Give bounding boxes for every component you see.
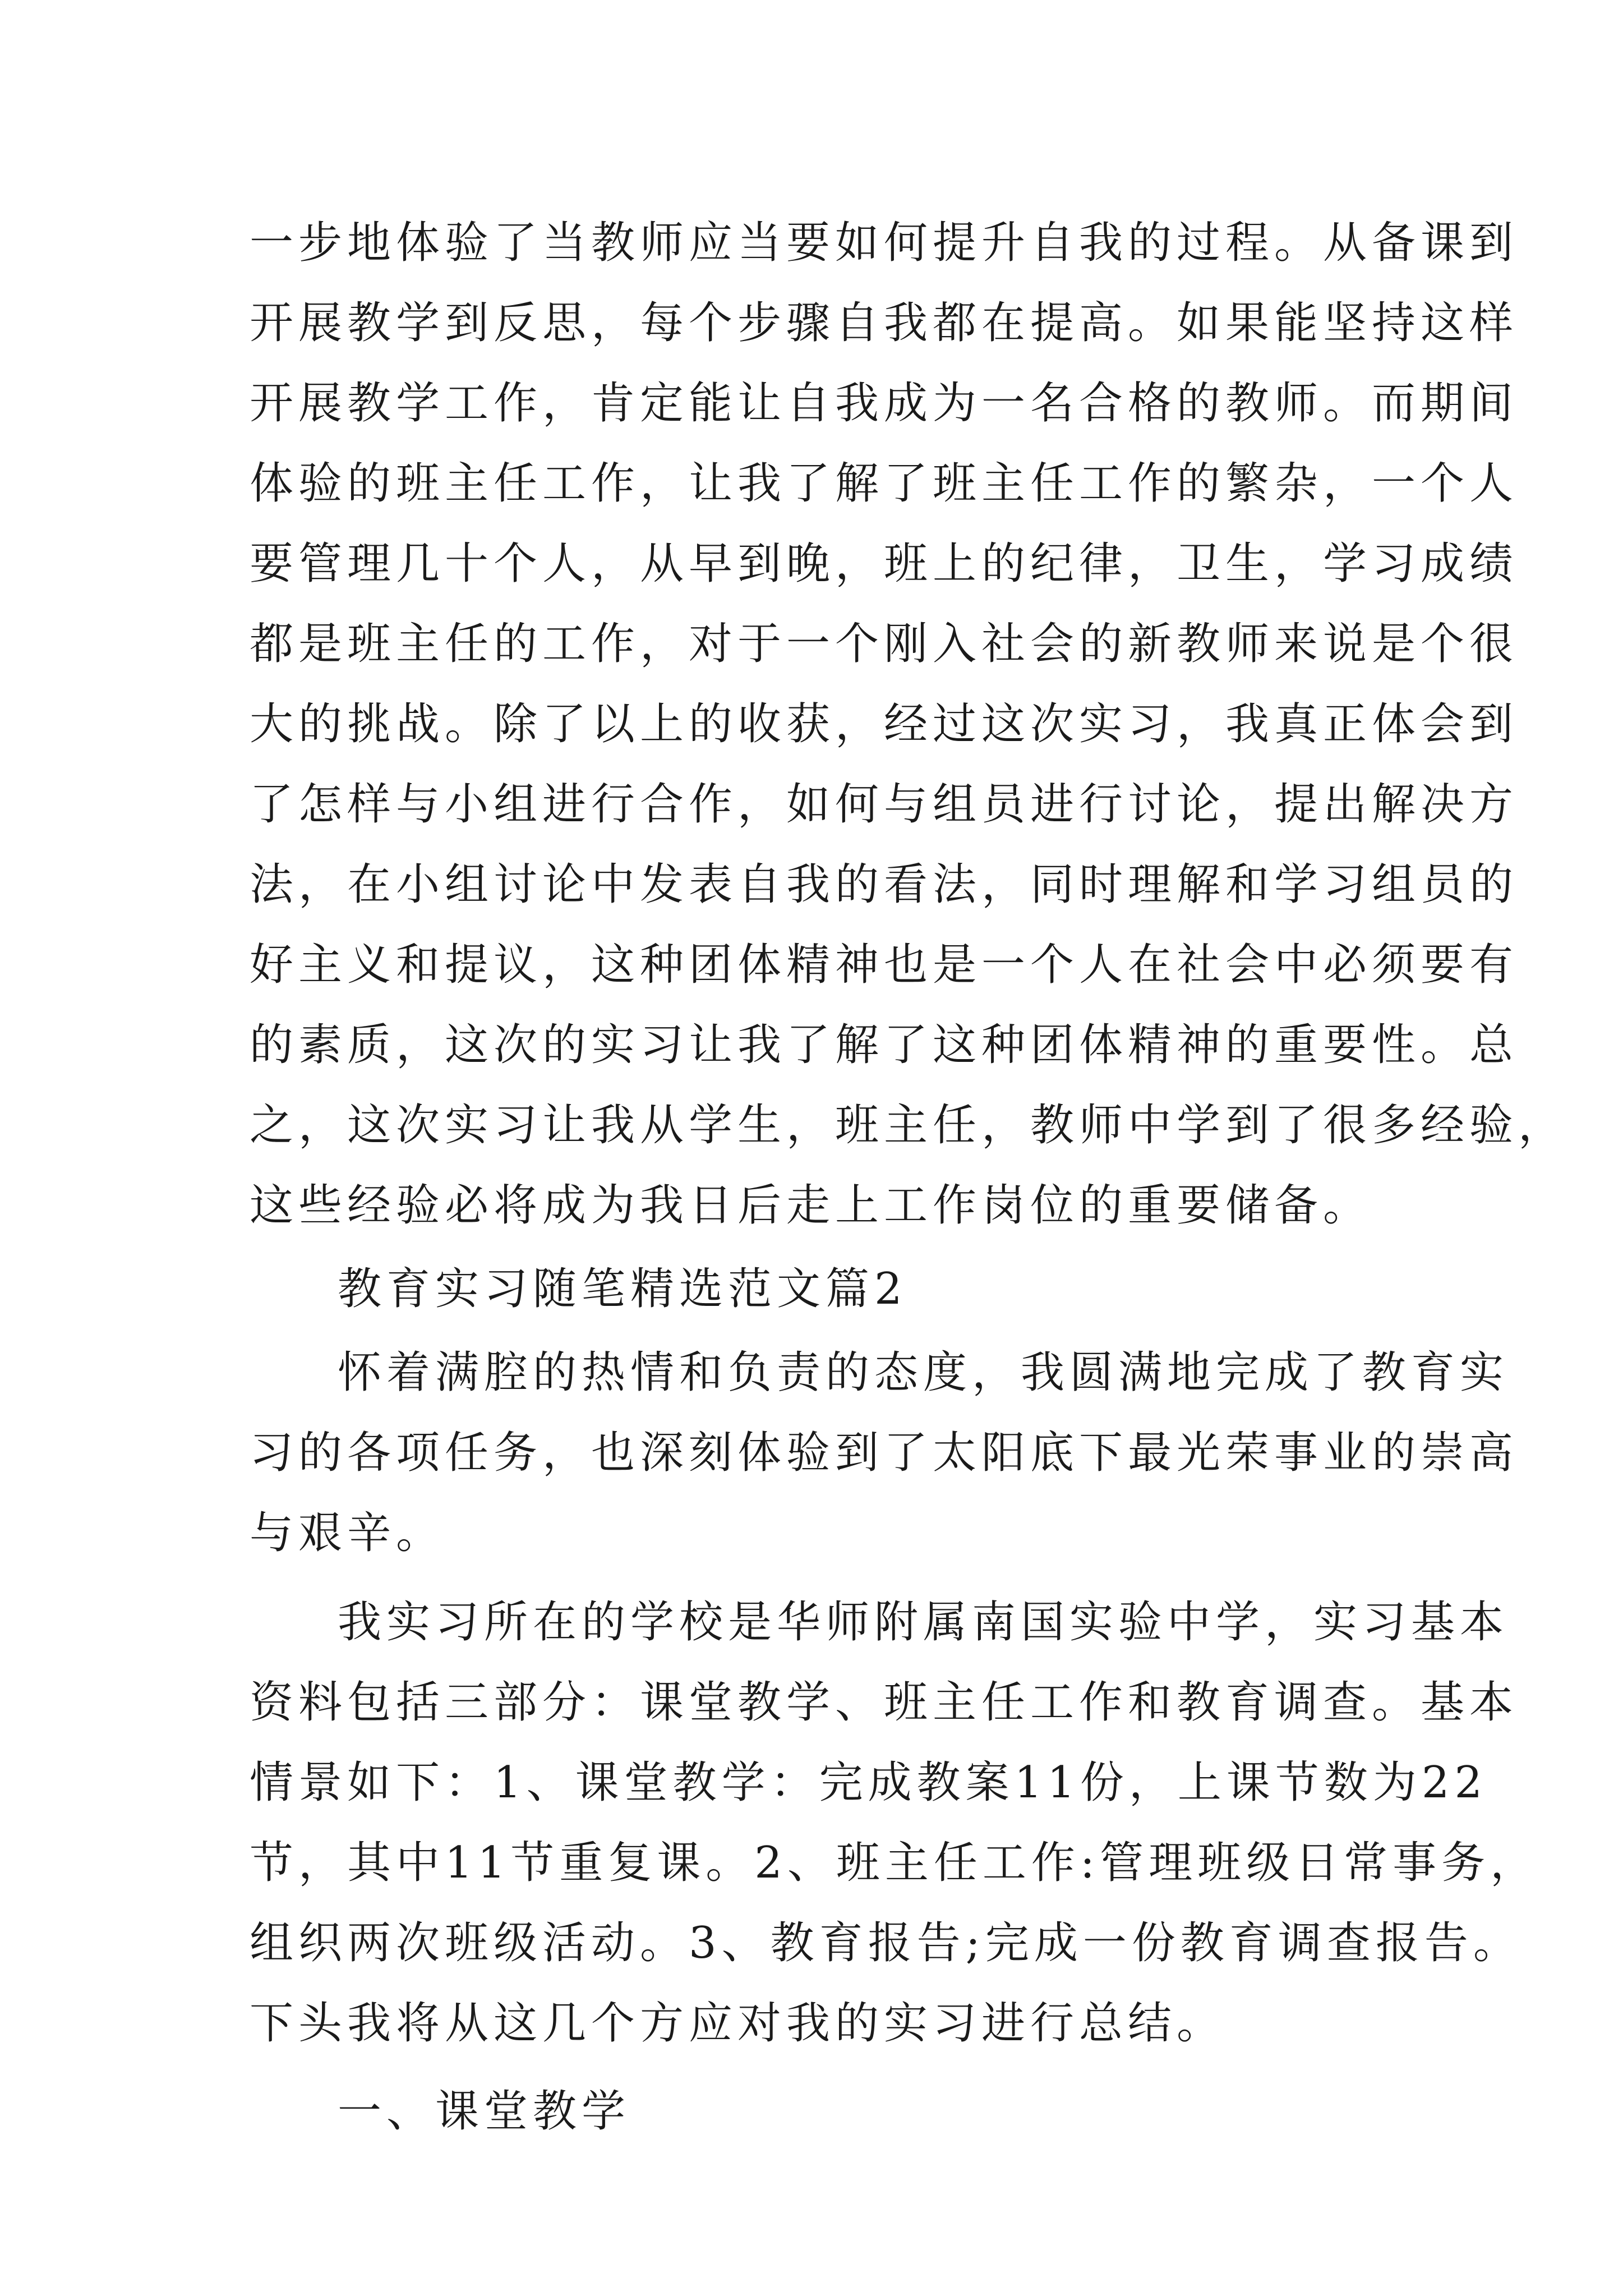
paragraph-2 xyxy=(250,1333,1519,1573)
text-line: 我实习所在的学校是华师附属南国实验中学，实习基本 xyxy=(338,1597,1509,1648)
section-title: 教育实习随笔精选范文篇2 xyxy=(338,1264,907,1314)
text-line: 这些经验必将成为我日后走上工作岗位的重要储备。 xyxy=(250,1180,1372,1231)
text-line: 之，这次实习让我从学生，班主任，教师中学到了很多经验， xyxy=(250,1100,1567,1151)
subheading: 一、课堂教学 xyxy=(338,2086,631,2137)
text-line: 节，其中11节重复课。2、班主任工作:管理班级日常事务， xyxy=(250,1838,1539,1888)
text-line: 资料包括三部分：课堂教学、班主任工作和教育调查。基本 xyxy=(250,1677,1519,1728)
text-line: 大的挑战。除了以上的收获，经过这次实习，我真正体会到 xyxy=(250,699,1519,749)
text-line: 的素质，这次的实习让我了解了这种团体精神的重要性。总 xyxy=(250,1020,1519,1070)
text-line: 开展教学工作，肯定能让自我成为一名合格的教师。而期间 xyxy=(250,378,1519,429)
text-line: 怀着满腔的热情和负责的态度，我圆满地完成了教育实 xyxy=(338,1347,1509,1398)
paragraph-1 xyxy=(250,203,1567,1246)
text-line: 开展教学到反思，每个步骤自我都在提高。如果能坚持这样 xyxy=(250,298,1519,348)
text-line: 都是班主任的工作，对于一个刚入社会的新教师来说是个很 xyxy=(250,619,1519,669)
text-line: 下头我将从这几个方应对我的实习进行总结。 xyxy=(250,1998,1226,2049)
text-line: 习的各项任务，也深刻体验到了太阳底下最光荣事业的崇高 xyxy=(250,1428,1519,1478)
text-line: 体验的班主任工作，让我了解了班主任工作的繁杂，一个人 xyxy=(250,458,1519,509)
paragraph-3 xyxy=(250,1582,1539,2064)
text-line: 组织两次班级活动。3、教育报告;完成一份教育调查报告。 xyxy=(250,1918,1522,1968)
text-line: 一步地体验了当教师应当要如何提升自我的过程。从备课到 xyxy=(250,218,1519,268)
text-line: 情景如下：1、课堂教学：完成教案11份，上课节数为22 xyxy=(250,1757,1488,1808)
text-line: 了怎样与小组进行合作，如何与组员进行讨论，提出解决方 xyxy=(250,779,1519,830)
text-line: 与艰辛。 xyxy=(250,1508,445,1558)
text-line: 要管理几十个人，从早到晚，班上的纪律，卫生，学习成绩 xyxy=(250,539,1519,589)
document-body xyxy=(250,203,1567,2152)
text-line: 好主义和提议，这种团体精神也是一个人在社会中必须要有 xyxy=(250,940,1519,990)
text-line: 法，在小组讨论中发表自我的看法，同时理解和学习组员的 xyxy=(250,859,1519,910)
